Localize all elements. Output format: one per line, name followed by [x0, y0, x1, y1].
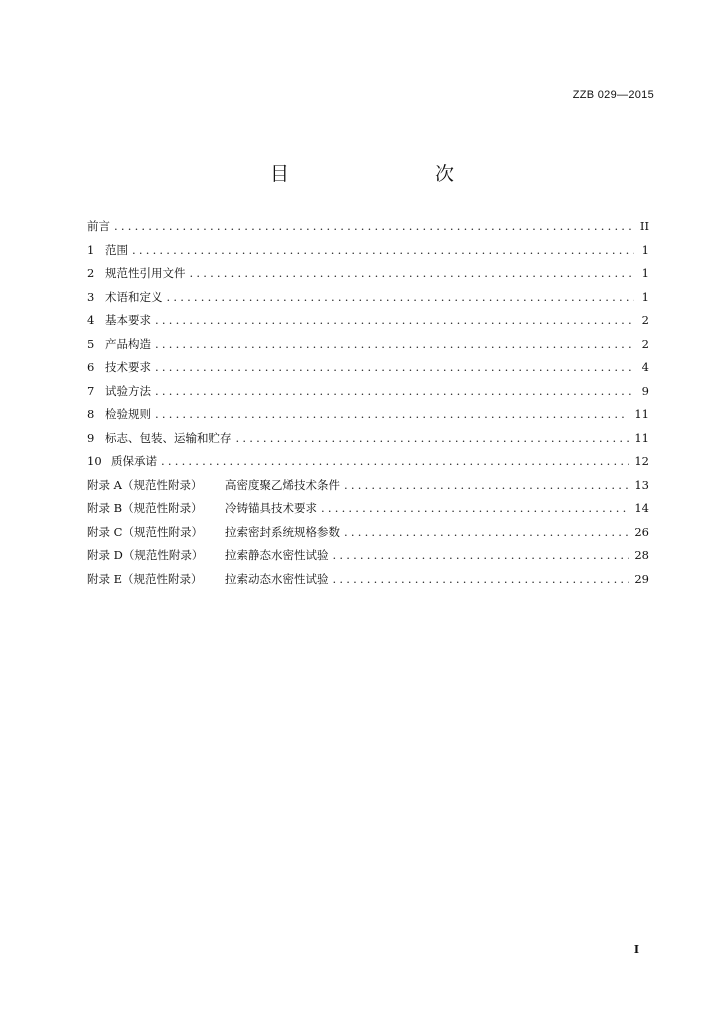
- toc-entry-number: 4: [87, 313, 95, 327]
- toc-appendix-prefix: 附录 A（规范性附录）: [87, 477, 203, 492]
- toc-entry-quality-commitment[interactable]: [87, 453, 649, 477]
- toc-entry-marking-packaging[interactable]: [87, 430, 649, 454]
- toc-entry-technical-requirements[interactable]: [87, 359, 649, 383]
- toc-appendix-prefix: 附录 E（规范性附录）: [87, 571, 203, 586]
- toc-leader-dots: [132, 243, 634, 257]
- table-of-contents: [87, 218, 649, 594]
- toc-entry-label: 拉索密封系统规格参数: [225, 524, 340, 539]
- toc-entry-page: 2: [641, 336, 649, 351]
- toc-appendix-prefix: 附录 B（规范性附录）: [87, 501, 203, 515]
- toc-entry-label: 试验方法: [105, 383, 151, 398]
- toc-entry-page: 4: [641, 360, 649, 374]
- toc-leader-dots: [333, 548, 630, 562]
- toc-entry-normative-references[interactable]: [87, 265, 649, 289]
- toc-entry-page: 29: [634, 571, 649, 586]
- toc-leader-dots: [333, 572, 630, 586]
- toc-appendix-prefix: 附录 D（规范性附录）: [87, 548, 204, 562]
- toc-leader-dots: [321, 501, 629, 515]
- toc-entry-page: 11: [634, 430, 649, 445]
- toc-entry-number: 9: [87, 430, 95, 445]
- toc-entry-label: 质保承诺: [111, 454, 157, 468]
- toc-entry-number: 2: [87, 266, 95, 280]
- standard-code: ZZB 029—2015: [572, 89, 654, 101]
- toc-leader-dots: [114, 219, 634, 233]
- toc-entry-label: 高密度聚乙烯技术条件: [225, 477, 340, 492]
- toc-entry-label: 规范性引用文件: [105, 266, 186, 280]
- toc-appendix-c[interactable]: [87, 524, 649, 548]
- toc-entry-number: 8: [87, 407, 95, 421]
- toc-entry-label: 范围: [105, 242, 128, 257]
- toc-entry-page: 1: [641, 289, 649, 304]
- toc-entry-number: 7: [87, 383, 95, 398]
- toc-entry-page: 1: [641, 266, 649, 280]
- toc-appendix-a[interactable]: [87, 477, 649, 501]
- toc-entry-label: 前言: [87, 219, 110, 233]
- toc-appendix-prefix: 附录 C（规范性附录）: [87, 524, 203, 539]
- toc-appendix-b[interactable]: [87, 500, 649, 524]
- toc-entry-basic-requirements[interactable]: [87, 312, 649, 336]
- toc-entry-number: 10: [87, 454, 102, 468]
- toc-entry-label: 产品构造: [105, 336, 151, 351]
- toc-leader-dots: [155, 337, 634, 351]
- toc-entry-label: 标志、包装、运输和贮存: [105, 430, 232, 445]
- toc-leader-dots: [190, 266, 635, 280]
- toc-entry-number: 6: [87, 360, 95, 374]
- toc-entry-number: 5: [87, 336, 95, 351]
- toc-entry-page: 2: [641, 313, 649, 327]
- toc-entry-page: II: [639, 219, 649, 233]
- toc-entry-label: 冷铸锚具技术要求: [225, 501, 317, 515]
- toc-entry-page: 28: [634, 548, 649, 562]
- toc-entry-inspection-rules[interactable]: [87, 406, 649, 430]
- toc-leader-dots: [161, 454, 629, 468]
- toc-entry-page: 11: [634, 407, 649, 421]
- toc-entry-foreword[interactable]: [87, 218, 649, 242]
- toc-leader-dots: [155, 313, 634, 327]
- toc-leader-dots: [155, 384, 634, 398]
- toc-leader-dots: [155, 360, 634, 374]
- toc-appendix-d[interactable]: [87, 547, 649, 571]
- toc-entry-label: 拉索动态水密性试验: [225, 571, 329, 586]
- toc-leader-dots: [236, 431, 630, 445]
- toc-entry-number: 3: [87, 289, 95, 304]
- toc-entry-page: 9: [641, 383, 649, 398]
- toc-entry-label: 基本要求: [105, 313, 151, 327]
- toc-entry-page: 1: [641, 242, 649, 257]
- toc-entry-scope[interactable]: [87, 242, 649, 266]
- toc-entry-label: 拉索静态水密性试验: [225, 548, 329, 562]
- toc-entry-page: 12: [634, 454, 649, 468]
- toc-leader-dots: [344, 525, 629, 539]
- toc-entry-label: 术语和定义: [105, 289, 163, 304]
- toc-leader-dots: [344, 478, 629, 492]
- toc-leader-dots: [167, 290, 635, 304]
- toc-appendix-e[interactable]: [87, 571, 649, 595]
- page-title: 目 次: [269, 163, 490, 185]
- toc-entry-page: 13: [634, 477, 649, 492]
- toc-entry-product-construction[interactable]: [87, 336, 649, 360]
- toc-entry-page: 26: [634, 524, 649, 539]
- toc-entry-label: 技术要求: [105, 360, 151, 374]
- toc-entry-page: 14: [634, 501, 649, 515]
- toc-entry-terms-definitions[interactable]: [87, 289, 649, 313]
- toc-entry-label: 检验规则: [105, 407, 151, 421]
- toc-entry-test-methods[interactable]: [87, 383, 649, 407]
- toc-leader-dots: [155, 407, 629, 421]
- footer-page-number: I: [633, 943, 639, 956]
- toc-entry-number: 1: [87, 242, 95, 257]
